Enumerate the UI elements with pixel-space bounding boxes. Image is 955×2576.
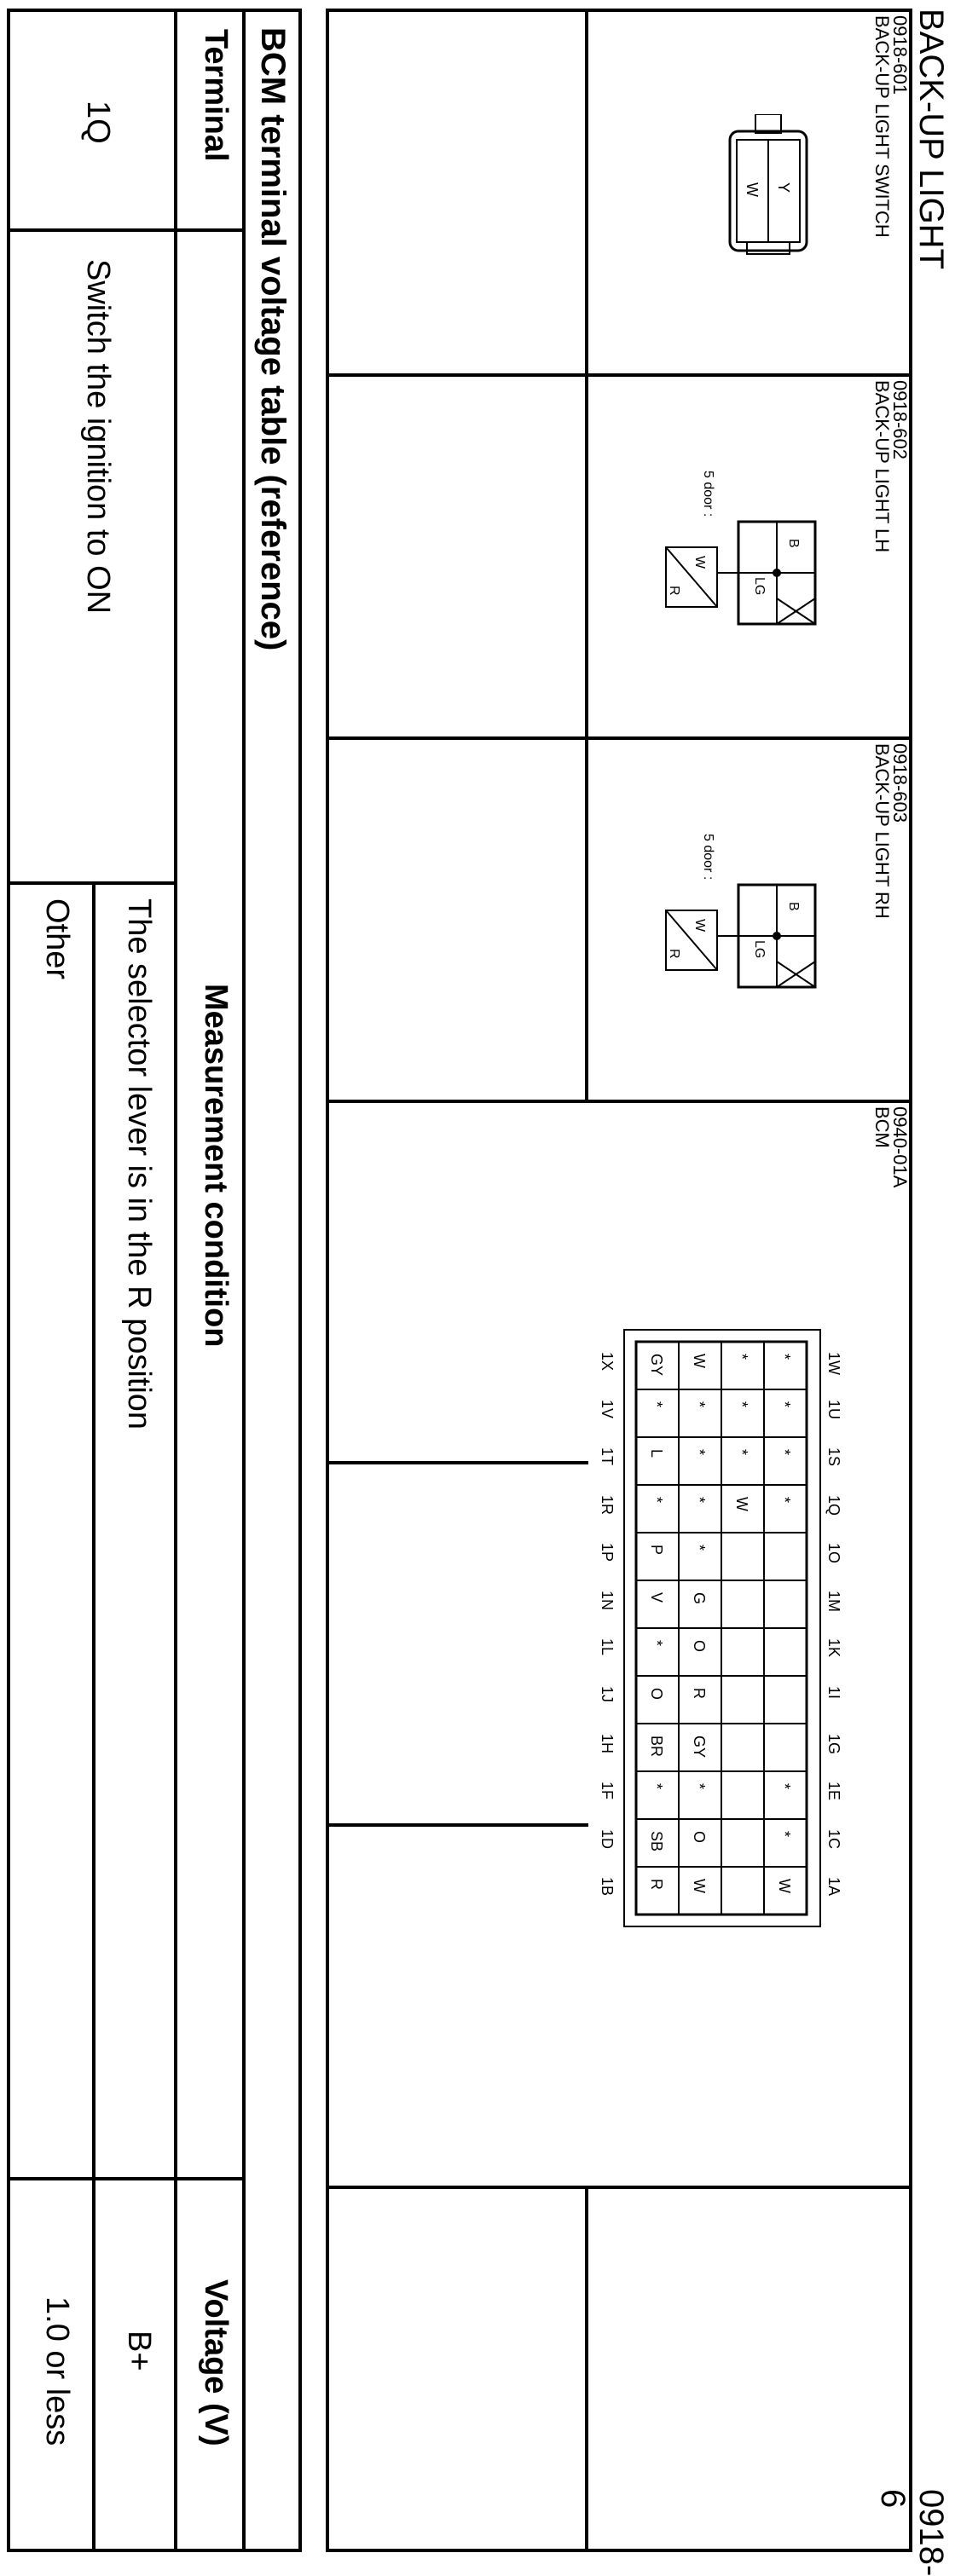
cell-divider [326,1461,588,1464]
pin-label: LG [752,577,767,596]
pin-label: W [744,182,761,197]
connector-cell-bcm [329,1100,909,2186]
bcm-bottom-label: 1J [599,1686,616,1703]
bcm-pin-value: * [691,1401,708,1408]
pin-label: R [667,586,681,596]
header-condition: Measurement condition [198,984,234,1348]
table-divider [10,2177,246,2180]
row-divider-gap [585,1100,588,2186]
bcm-bottom-label: 1T [599,1447,616,1466]
bcm-pin-value: * [648,1640,665,1647]
table-divider [92,881,96,2549]
bcm-pin-value: * [776,1497,793,1504]
table-divider [174,12,177,2549]
bcm-pin-value: * [776,1401,793,1408]
bcm-top-label: 1E [825,1782,842,1801]
bcm-pin-value: GY [648,1354,665,1377]
bcm-top-label: 1S [825,1447,842,1467]
bcm-pin-value: * [648,1783,665,1790]
header-voltage: Voltage (V) [198,2279,234,2446]
bcm-bottom-label: 1F [599,1782,616,1800]
bcm-pin-value: * [691,1545,708,1551]
bcm-pin-value: * [648,1497,665,1504]
bcm-pin-value: * [733,1354,750,1360]
row-main-condition: Switch the ignition to ON [80,259,116,615]
bcm-pin-value: P [648,1545,665,1556]
header-terminal: Terminal [198,29,234,162]
pin-label: W [692,556,707,569]
bcm-bottom-label: 1B [599,1877,616,1897]
cell-divider [326,1823,588,1827]
bcm-pin-value: G [691,1592,708,1605]
bcm-pin-value: W [691,1879,708,1893]
bcm-pin-value: * [733,1401,750,1408]
bcm-top-label: 1Q [825,1495,842,1516]
table-divider [10,228,246,232]
bcm-pin-value: SB [648,1831,665,1852]
door-note: 5 door : [701,471,715,517]
bcm-bottom-label: 1R [599,1495,616,1516]
bcm-pin-value: * [691,1497,708,1504]
bcm-pin-value: R [691,1688,708,1699]
bcm-bottom-label: 1X [599,1352,616,1372]
connector-code: 0918-601 [889,15,911,95]
bcm-bottom-label: 1N [599,1591,616,1611]
pin-label: R [667,949,681,959]
row-sub-condition: The selector lever is in the R position [121,898,157,1430]
lamp-connector-icon [636,471,832,658]
bcm-pin-value: * [691,1449,708,1456]
bcm-pin-value: O [648,1688,665,1701]
connector-name: BACK-UP LIGHT SWITCH [871,15,893,238]
lamp-connector-icon [636,834,832,1021]
pin-label: B [786,539,801,548]
bcm-pin-value: O [691,1640,708,1653]
voltage-table [7,9,302,2552]
bcm-top-label: 1A [825,1877,842,1897]
bcm-top-label: 1O [825,1543,842,1564]
bcm-pin-value: * [776,1783,793,1790]
bcm-pin-value: * [776,1449,793,1456]
bcm-top-label: 1I [825,1686,842,1700]
row-voltage: 1.0 or less [39,2296,75,2446]
row-divider [585,12,588,1103]
bcm-bottom-label: 1V [599,1400,616,1419]
bcm-pin-value: * [733,1449,750,1456]
bcm-pin-value: * [776,1831,793,1838]
table-divider [242,12,246,2549]
bcm-pin-value: GY [691,1736,708,1759]
bcm-bottom-label: 1P [599,1543,616,1562]
bcm-top-label: 1K [825,1638,842,1658]
door-note: 5 door : [701,834,715,881]
connector-strip [326,9,912,2552]
row-sub-condition: Other [39,898,75,980]
bcm-pin-value: O [691,1831,708,1844]
connector-cell-601 [329,12,909,373]
connector-cell-602 [329,373,909,736]
bcm-bottom-label: 1D [599,1829,616,1850]
connector-cell-603 [329,736,909,1100]
connector-cell-empty [329,2186,909,2552]
bcm-connector-icon [559,1299,858,1998]
row-divider [585,2186,588,2552]
connector-code: 0940-01A [889,1106,911,1188]
connector-name: BACK-UP LIGHT RH [871,743,893,919]
bcm-pin-value: * [648,1401,665,1408]
page-title: BACK-UP LIGHT [912,9,950,269]
connector-name: BCM [871,1106,893,1148]
bcm-pin-value: W [733,1497,750,1511]
bcm-pin-value: R [648,1879,665,1890]
table-title: BCM terminal voltage table (reference) [254,27,292,651]
bcm-pin-value: W [691,1354,708,1368]
bcm-pin-value: BR [648,1736,665,1758]
pin-label: LG [752,940,767,959]
pin-label: B [786,902,801,911]
bcm-top-label: 1C [825,1829,842,1850]
bcm-top-label: 1M [825,1591,842,1613]
pin-label: W [692,919,707,933]
row-terminal: 1Q [80,101,116,144]
connector-code: 0918-602 [889,380,911,459]
bcm-bottom-label: 1L [599,1638,616,1656]
row-voltage: B+ [121,2331,157,2371]
bcm-pin-value: V [648,1592,665,1603]
bcm-bottom-label: 1H [599,1734,616,1754]
bcm-pin-value: W [776,1879,793,1893]
bcm-top-label: 1U [825,1400,842,1420]
bcm-pin-value: * [691,1783,708,1790]
connector-name: BACK-UP LIGHT LH [871,380,893,553]
bcm-top-label: 1G [825,1734,842,1755]
bcm-pin-value: * [776,1354,793,1360]
bcm-top-label: 1W [825,1352,842,1375]
switch-connector-icon [721,114,815,268]
pin-label: Y [775,182,792,193]
page-number: 0918-6 [874,2489,950,2576]
bcm-pin-value: L [648,1449,665,1458]
connector-code: 0918-603 [889,743,911,823]
